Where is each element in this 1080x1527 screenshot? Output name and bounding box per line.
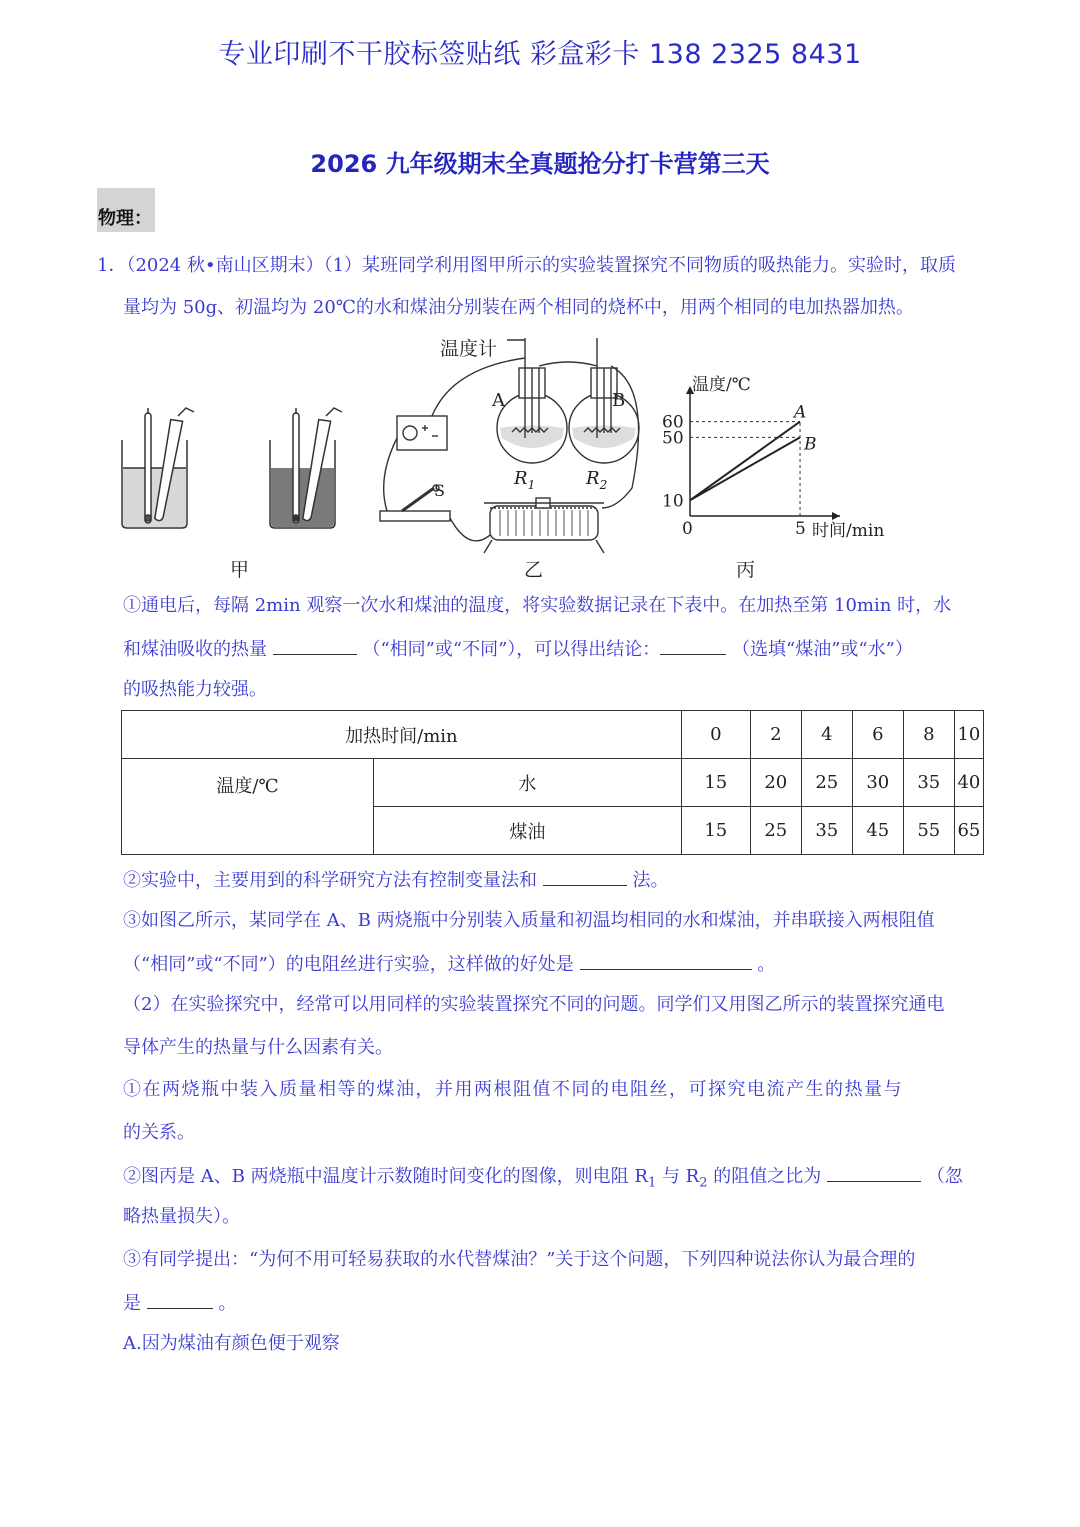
y-axis-label: 温度/℃ bbox=[692, 375, 751, 395]
q2-subscript-1: 1 bbox=[647, 1175, 657, 1191]
step1-text-b: （“相同”或“不同”），可以得出结论： bbox=[362, 639, 661, 660]
part2-q1-line1: ①在两烧瓶中装入质量相等的煤油，并用两根阻值不同的电阻丝，可探究电流产生的热量与 bbox=[123, 1079, 903, 1100]
x-tick-label: 5 bbox=[795, 519, 806, 539]
oil-cell: 25 bbox=[750, 807, 801, 855]
x-axis-arrow bbox=[832, 512, 840, 520]
answer-blank-reason[interactable] bbox=[147, 1290, 213, 1309]
oil-cell: 65 bbox=[954, 807, 983, 855]
time-cell: 6 bbox=[852, 711, 903, 759]
part1-step3-line1: ③如图乙所示，某同学在 A、B 两烧瓶中分别装入质量和初温均相同的水和煤油，并串联接入两根阻值 bbox=[123, 910, 935, 931]
question-number: 1． bbox=[97, 255, 127, 276]
table-row-water bbox=[122, 759, 984, 807]
q2-text-a: ②图丙是 A、B 两烧瓶中温度计示数随时间变化的图像，则电阻 R bbox=[123, 1166, 648, 1187]
caption-bing: 丙 bbox=[736, 559, 756, 581]
table-header-row bbox=[122, 711, 984, 759]
x-axis-label: 时间/min bbox=[812, 521, 885, 541]
step2-text-b: 法。 bbox=[632, 870, 669, 891]
step1-text-c: （选填“煤油”或“水”） bbox=[732, 639, 913, 660]
part1-step3-line2 bbox=[123, 951, 775, 977]
y-tick-label: 50 bbox=[662, 428, 684, 449]
series-label-B: B bbox=[804, 434, 817, 455]
table-header-cell: 加热时间/min bbox=[122, 711, 682, 759]
beaker-oil bbox=[270, 408, 342, 528]
q2-subscript-2: 2 bbox=[699, 1175, 708, 1191]
series-label-A: A bbox=[794, 402, 807, 423]
circuit-apparatus bbox=[380, 338, 639, 553]
part1-step2 bbox=[123, 867, 668, 893]
answer-blank-ratio[interactable] bbox=[827, 1163, 921, 1182]
part2-q2-line1 bbox=[123, 1163, 963, 1196]
q3-text-a: 是 bbox=[123, 1293, 141, 1314]
part2-intro-line1: （2）在实验探究中，经常可以用同样的实验装置探究不同的问题。同学们又用图乙所示的装置探究通电 bbox=[123, 994, 945, 1015]
water-cell: 35 bbox=[903, 759, 954, 807]
q2-text-b: 与 R bbox=[656, 1166, 700, 1187]
water-cell: 15 bbox=[681, 759, 750, 807]
question-1-line-2: 量均为 50g、初温均为 20℃的水和煤油分别装在两个相同的烧杯中，用两个相同的电加热器加热。 bbox=[123, 297, 914, 318]
option-a[interactable]: A.因为煤油有颜色便于观察 bbox=[123, 1333, 340, 1354]
time-cell: 4 bbox=[801, 711, 852, 759]
time-cell: 0 bbox=[681, 711, 750, 759]
question-1-line-1 bbox=[97, 254, 956, 278]
row-group-label: 温度/℃ bbox=[122, 759, 374, 855]
advert-banner: 专业印刷不干胶标签贴纸 彩盒彩卡 138 2325 8431 bbox=[218, 39, 862, 70]
water-label: 水 bbox=[374, 759, 682, 807]
water-cell: 20 bbox=[750, 759, 801, 807]
part1-step1-line1: ①通电后，每隔 2min 观察一次水和煤油的温度，将实验数据记录在下表中。在加热至第 10min 时，水 bbox=[123, 595, 952, 616]
water-cell: 30 bbox=[852, 759, 903, 807]
temperature-time-chart bbox=[662, 375, 884, 541]
time-cell: 2 bbox=[750, 711, 801, 759]
beaker-water bbox=[122, 408, 194, 528]
step2-text-a: ②实验中，主要用到的科学研究方法有控制变量法和 bbox=[123, 870, 537, 891]
part1-step1-line2 bbox=[123, 636, 913, 662]
step3-text-a: （“相同”或“不同”）的电阻丝进行实验，这样做的好处是 bbox=[123, 954, 574, 975]
time-cell: 10 bbox=[954, 711, 983, 759]
q2-text-c: 的阻值之比为 bbox=[707, 1166, 822, 1187]
time-cell: 8 bbox=[903, 711, 954, 759]
part2-q1-line2: 的关系。 bbox=[123, 1122, 195, 1143]
part2-q3-line2 bbox=[123, 1290, 236, 1316]
answer-blank-benefit[interactable] bbox=[580, 951, 752, 970]
q3-text-b: 。 bbox=[218, 1293, 237, 1314]
resistor-r1-label: $R_1$ bbox=[514, 468, 536, 492]
answer-blank-method[interactable] bbox=[543, 867, 627, 886]
resistor-r2-label: $R_2$ bbox=[586, 468, 608, 492]
water-cell: 25 bbox=[801, 759, 852, 807]
oil-cell: 15 bbox=[681, 807, 750, 855]
q2-text-d: （忽 bbox=[926, 1166, 963, 1187]
caption-jia: 甲 bbox=[230, 559, 250, 581]
part2-q2-line2: 略热量损失）。 bbox=[123, 1206, 240, 1227]
part1-step1-line3: 的吸热能力较强。 bbox=[123, 679, 267, 700]
flask-label-a: A bbox=[492, 390, 505, 411]
question-text: （2024 秋•南山区期末）（1）某班同学利用图甲所示的实验装置探究不同物质的吸热能力。实验时，取质 bbox=[126, 255, 957, 276]
step1-text-a: 和煤油吸收的热量 bbox=[123, 639, 267, 660]
part2-intro-line2: 导体产生的热量与什么因素有关。 bbox=[123, 1037, 393, 1058]
page-title: 2026 九年级期末全真题抢分打卡营第三天 bbox=[310, 150, 770, 178]
subject-label: 物理： bbox=[98, 208, 152, 229]
oil-cell: 45 bbox=[852, 807, 903, 855]
part2-q3-line1: ③有同学提出：“为何不用可轻易获取的水代替煤油？”关于这个问题，下列四种说法你认为最合理的 bbox=[123, 1249, 916, 1270]
oil-label: 煤油 bbox=[374, 807, 682, 855]
oil-cell: 35 bbox=[801, 807, 852, 855]
y-tick-label: 10 bbox=[662, 491, 684, 512]
origin-label: 0 bbox=[682, 519, 693, 539]
y-tick-label: 60 bbox=[662, 412, 684, 433]
subject-heading bbox=[97, 188, 155, 232]
caption-yi: 乙 bbox=[524, 559, 544, 581]
switch-label: S bbox=[434, 481, 445, 500]
series-line-A bbox=[690, 422, 800, 501]
experiment-figure bbox=[112, 328, 885, 583]
series-line-B bbox=[690, 437, 800, 500]
flask-label-b: B bbox=[612, 390, 626, 411]
water-cell: 40 bbox=[954, 759, 983, 807]
data-table bbox=[121, 710, 984, 855]
answer-blank-heat-same[interactable] bbox=[273, 636, 357, 655]
oil-cell: 55 bbox=[903, 807, 954, 855]
answer-blank-stronger[interactable] bbox=[660, 636, 726, 655]
thermometer-label: 温度计 bbox=[440, 338, 498, 360]
step3-text-b: 。 bbox=[757, 954, 776, 975]
